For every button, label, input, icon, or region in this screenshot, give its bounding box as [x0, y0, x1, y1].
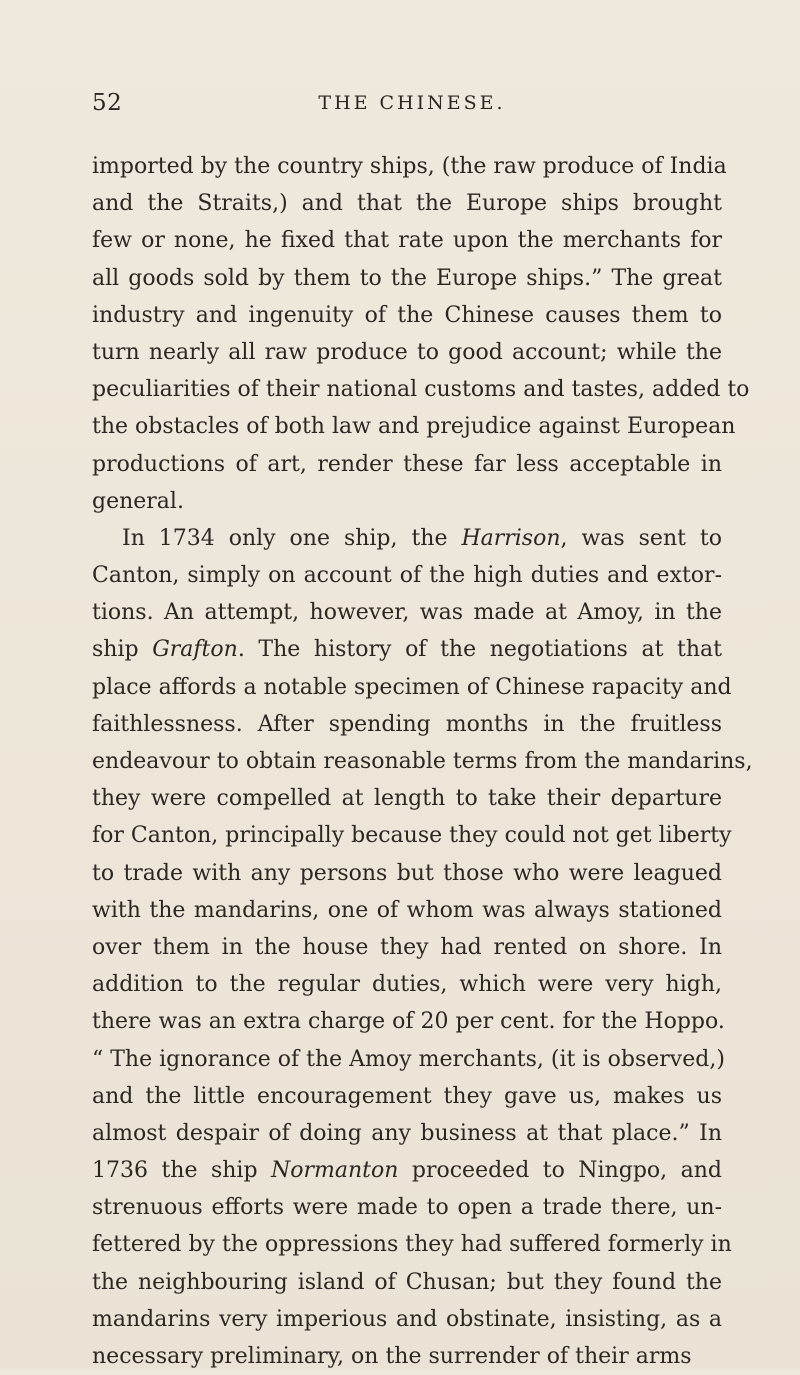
text-line — [92, 966, 722, 1003]
text-line — [92, 817, 732, 854]
text-line — [92, 408, 736, 445]
text-segment: all goods sold by them to the Europe ships.” The great — [92, 265, 722, 291]
text-line — [92, 1338, 722, 1375]
text-segment: proceeded to Ningpo, and — [398, 1158, 722, 1184]
text-segment: almost despair of doing any business at that place.” In — [92, 1120, 722, 1146]
text-line — [92, 483, 722, 520]
text-line — [92, 1041, 725, 1078]
text-line — [92, 929, 722, 966]
text-line — [92, 1078, 722, 1115]
text-segment: . The history of the negotiations at that — [237, 637, 722, 663]
text-segment: mandarins very imperious and obstinate, insisting, as a — [92, 1306, 722, 1332]
text-segment: there was an extra charge of 20 per cent. for the Hoppo. — [92, 1009, 725, 1035]
text-line — [92, 1226, 732, 1263]
text-line — [92, 594, 722, 631]
text-line — [92, 446, 722, 483]
running-head: THE CHINESE. — [318, 92, 506, 114]
text-segment: In 1734 only one ship, the — [122, 525, 462, 551]
text-segment: faithlessness. After spending months in the fruitless — [92, 711, 722, 737]
ship-name: Grafton — [152, 637, 238, 663]
text-segment: few or none, he fixed that rate upon the merchants for — [92, 228, 722, 254]
ship-name: Harrison — [461, 525, 561, 551]
text-segment: addition to the regular duties, which were very high, — [92, 972, 722, 998]
text-line — [92, 148, 727, 185]
text-segment: and the Straits,) and that the Europe ships brought — [92, 191, 722, 217]
text-line — [92, 334, 722, 371]
text-line — [92, 222, 722, 259]
text-line — [92, 1152, 722, 1189]
text-segment: the neighbouring island of Chusan; but they found the — [92, 1269, 722, 1295]
ship-name: Normanton — [271, 1158, 399, 1184]
text-line — [92, 297, 722, 334]
body-text — [92, 148, 753, 1375]
text-line — [92, 1264, 722, 1301]
text-line — [92, 1003, 725, 1040]
text-segment: necessary preliminary, on the surrender of their arms — [92, 1344, 692, 1369]
text-segment: “ The ignorance of the Amoy merchants, (it is observed,) — [92, 1046, 725, 1072]
text-segment: turn nearly all raw produce to good account; while the — [92, 339, 722, 365]
text-line — [92, 371, 750, 408]
text-segment: place affords a notable specimen of Chinese rapacity and — [92, 674, 732, 700]
text-segment: general. — [92, 488, 184, 514]
text-segment: imported by the country ships, (the raw produce of India — [92, 154, 727, 179]
text-line — [92, 631, 722, 668]
page-header — [92, 86, 732, 122]
text-segment: Canton, simply on account of the high duties and extor- — [92, 563, 722, 589]
page-number: 52 — [92, 90, 123, 116]
text-line — [92, 706, 722, 743]
text-segment: , was sent to — [560, 525, 722, 551]
text-line — [92, 260, 722, 297]
text-segment: they were compelled at length to take their departure — [92, 786, 722, 812]
text-line — [92, 185, 722, 222]
text-segment: to trade with any persons but those who were leagued — [92, 860, 722, 886]
text-segment: ship — [92, 637, 153, 663]
text-segment: 1736 the ship — [92, 1158, 271, 1184]
text-segment: with the mandarins, one of whom was always stationed — [92, 897, 722, 923]
text-segment: peculiarities of their national customs and tastes, added to — [92, 377, 750, 403]
text-segment: productions of art, render these far less acceptable in — [92, 451, 722, 477]
text-line — [92, 1189, 722, 1226]
text-line — [92, 1115, 722, 1152]
text-segment: industry and ingenuity of the Chinese causes them to — [92, 302, 722, 328]
text-segment: strenuous efforts were made to open a trade there, un- — [92, 1195, 722, 1221]
text-segment: endeavour to obtain reasonable terms from the mandarins, — [92, 749, 753, 774]
text-segment: over them in the house they had rented on shore. In — [92, 934, 722, 960]
text-segment: for Canton, principally because they could not get liberty — [92, 823, 732, 849]
text-line — [92, 743, 753, 780]
text-segment: and the little encouragement they gave us, makes us — [92, 1083, 722, 1109]
text-line — [92, 520, 722, 557]
text-segment: tions. An attempt, however, was made at Amoy, in the — [92, 600, 722, 626]
text-segment: fettered by the oppressions they had suffered formerly in — [92, 1232, 732, 1258]
text-line — [92, 1301, 722, 1338]
text-line — [92, 557, 722, 594]
text-line — [92, 855, 722, 892]
text-line — [92, 892, 722, 929]
text-line — [92, 780, 722, 817]
text-line — [92, 669, 732, 706]
text-segment: the obstacles of both law and prejudice against European — [92, 414, 736, 440]
